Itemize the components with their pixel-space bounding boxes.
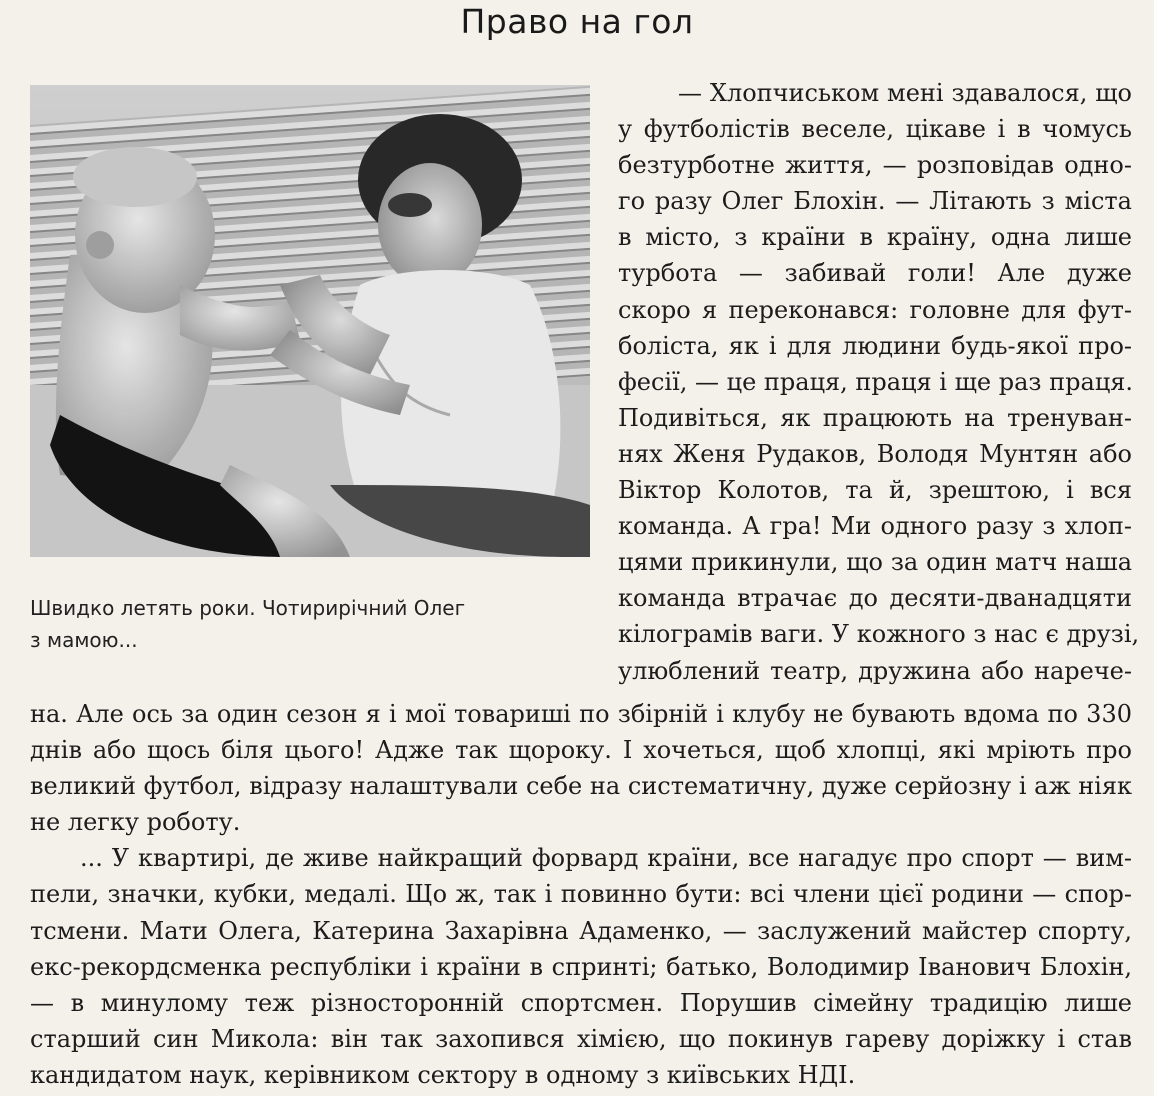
caption-line: Швидко летять роки. Чотирирічний Олег	[30, 596, 466, 620]
text-line: безтурботне життя, — розповідав одно-	[618, 151, 1132, 180]
text-line: боліста, як і для людини будь-якої про-	[618, 331, 1132, 360]
text-line: днів або щось біля цього! Адже так щороку. І хочеться, щоб хлопці, які мріють про	[30, 736, 1132, 765]
text-line: кандидатом наук, керівником сектору в одному з київських НДІ.	[30, 1060, 856, 1089]
text-line: пели, значки, кубки, медалі. Що ж, так і повинно бути: всі члени цієї родини — спор-	[30, 880, 1132, 909]
text-line: екс-рекордсменка республіки і країни в спринті; батько, Володимир Іванович Блохін,	[30, 952, 1132, 981]
text-line: у футболістів веселе, цікаве і в чомусь	[618, 115, 1132, 144]
text-line: цями прикинули, що за один матч наша	[618, 548, 1132, 577]
text-line: команда. А гра! Ми одного разу з хлоп-	[618, 512, 1132, 541]
text-line: Подивіться, як працюють на тренуван-	[618, 403, 1132, 432]
text-line: не легку роботу.	[30, 808, 241, 837]
photo-illustration	[30, 85, 590, 557]
text-line: фесії, — це праця, праця і ще раз праця.	[618, 367, 1134, 396]
text-line: скоро я переконався: головне для фут-	[618, 295, 1132, 324]
text-line: ... У квартирі, де живе найкращий форвард країни, все нагадує про спорт — вим-	[80, 844, 1132, 873]
text-line: старший син Микола: він так захопився хімією, що покинув гареву доріжку і став	[30, 1024, 1132, 1053]
text-line: — Хлопчиськом мені здавалося, що	[678, 79, 1132, 107]
text-line: улюблений театр, дружина або нарече-	[618, 656, 1132, 685]
text-line: на. Але ось за один сезон я і мої товариші по збірній і клубу не бувають вдома по 330	[30, 700, 1132, 728]
full-width-text	[30, 696, 1132, 1093]
right-column-text	[618, 75, 1140, 689]
page-title: Право на гол	[460, 2, 694, 41]
photo-caption	[30, 592, 590, 656]
text-line: великий футбол, відразу налаштували себе на систематичну, дуже серйозну і аж ніяк	[30, 772, 1132, 801]
text-line: турбота — забивай голи! Але дуже	[618, 259, 1132, 288]
caption-line: з мамою...	[30, 628, 138, 652]
text-line: тсмени. Мати Олега, Катерина Захарівна Адаменко, — заслужений майстер спорту,	[30, 916, 1132, 945]
text-line: — в минулому теж різносторонній спортсмен. Порушив сімейну традицію лише	[30, 988, 1132, 1017]
text-line: в місто, з країни в країну, одна лише	[618, 223, 1132, 252]
text-line: го разу Олег Блохін. — Літають з міста	[618, 187, 1132, 216]
text-line: Віктор Колотов, та й, зрештою, і вся	[618, 476, 1132, 505]
photo-mother-and-son	[30, 85, 590, 557]
text-line: кілограмів ваги. У кожного з нас є друзі,	[618, 620, 1140, 649]
text-line: команда втрачає до десяти-дванадцяти	[618, 584, 1132, 613]
text-line: нях Женя Рудаков, Володя Мунтян або	[618, 439, 1132, 468]
